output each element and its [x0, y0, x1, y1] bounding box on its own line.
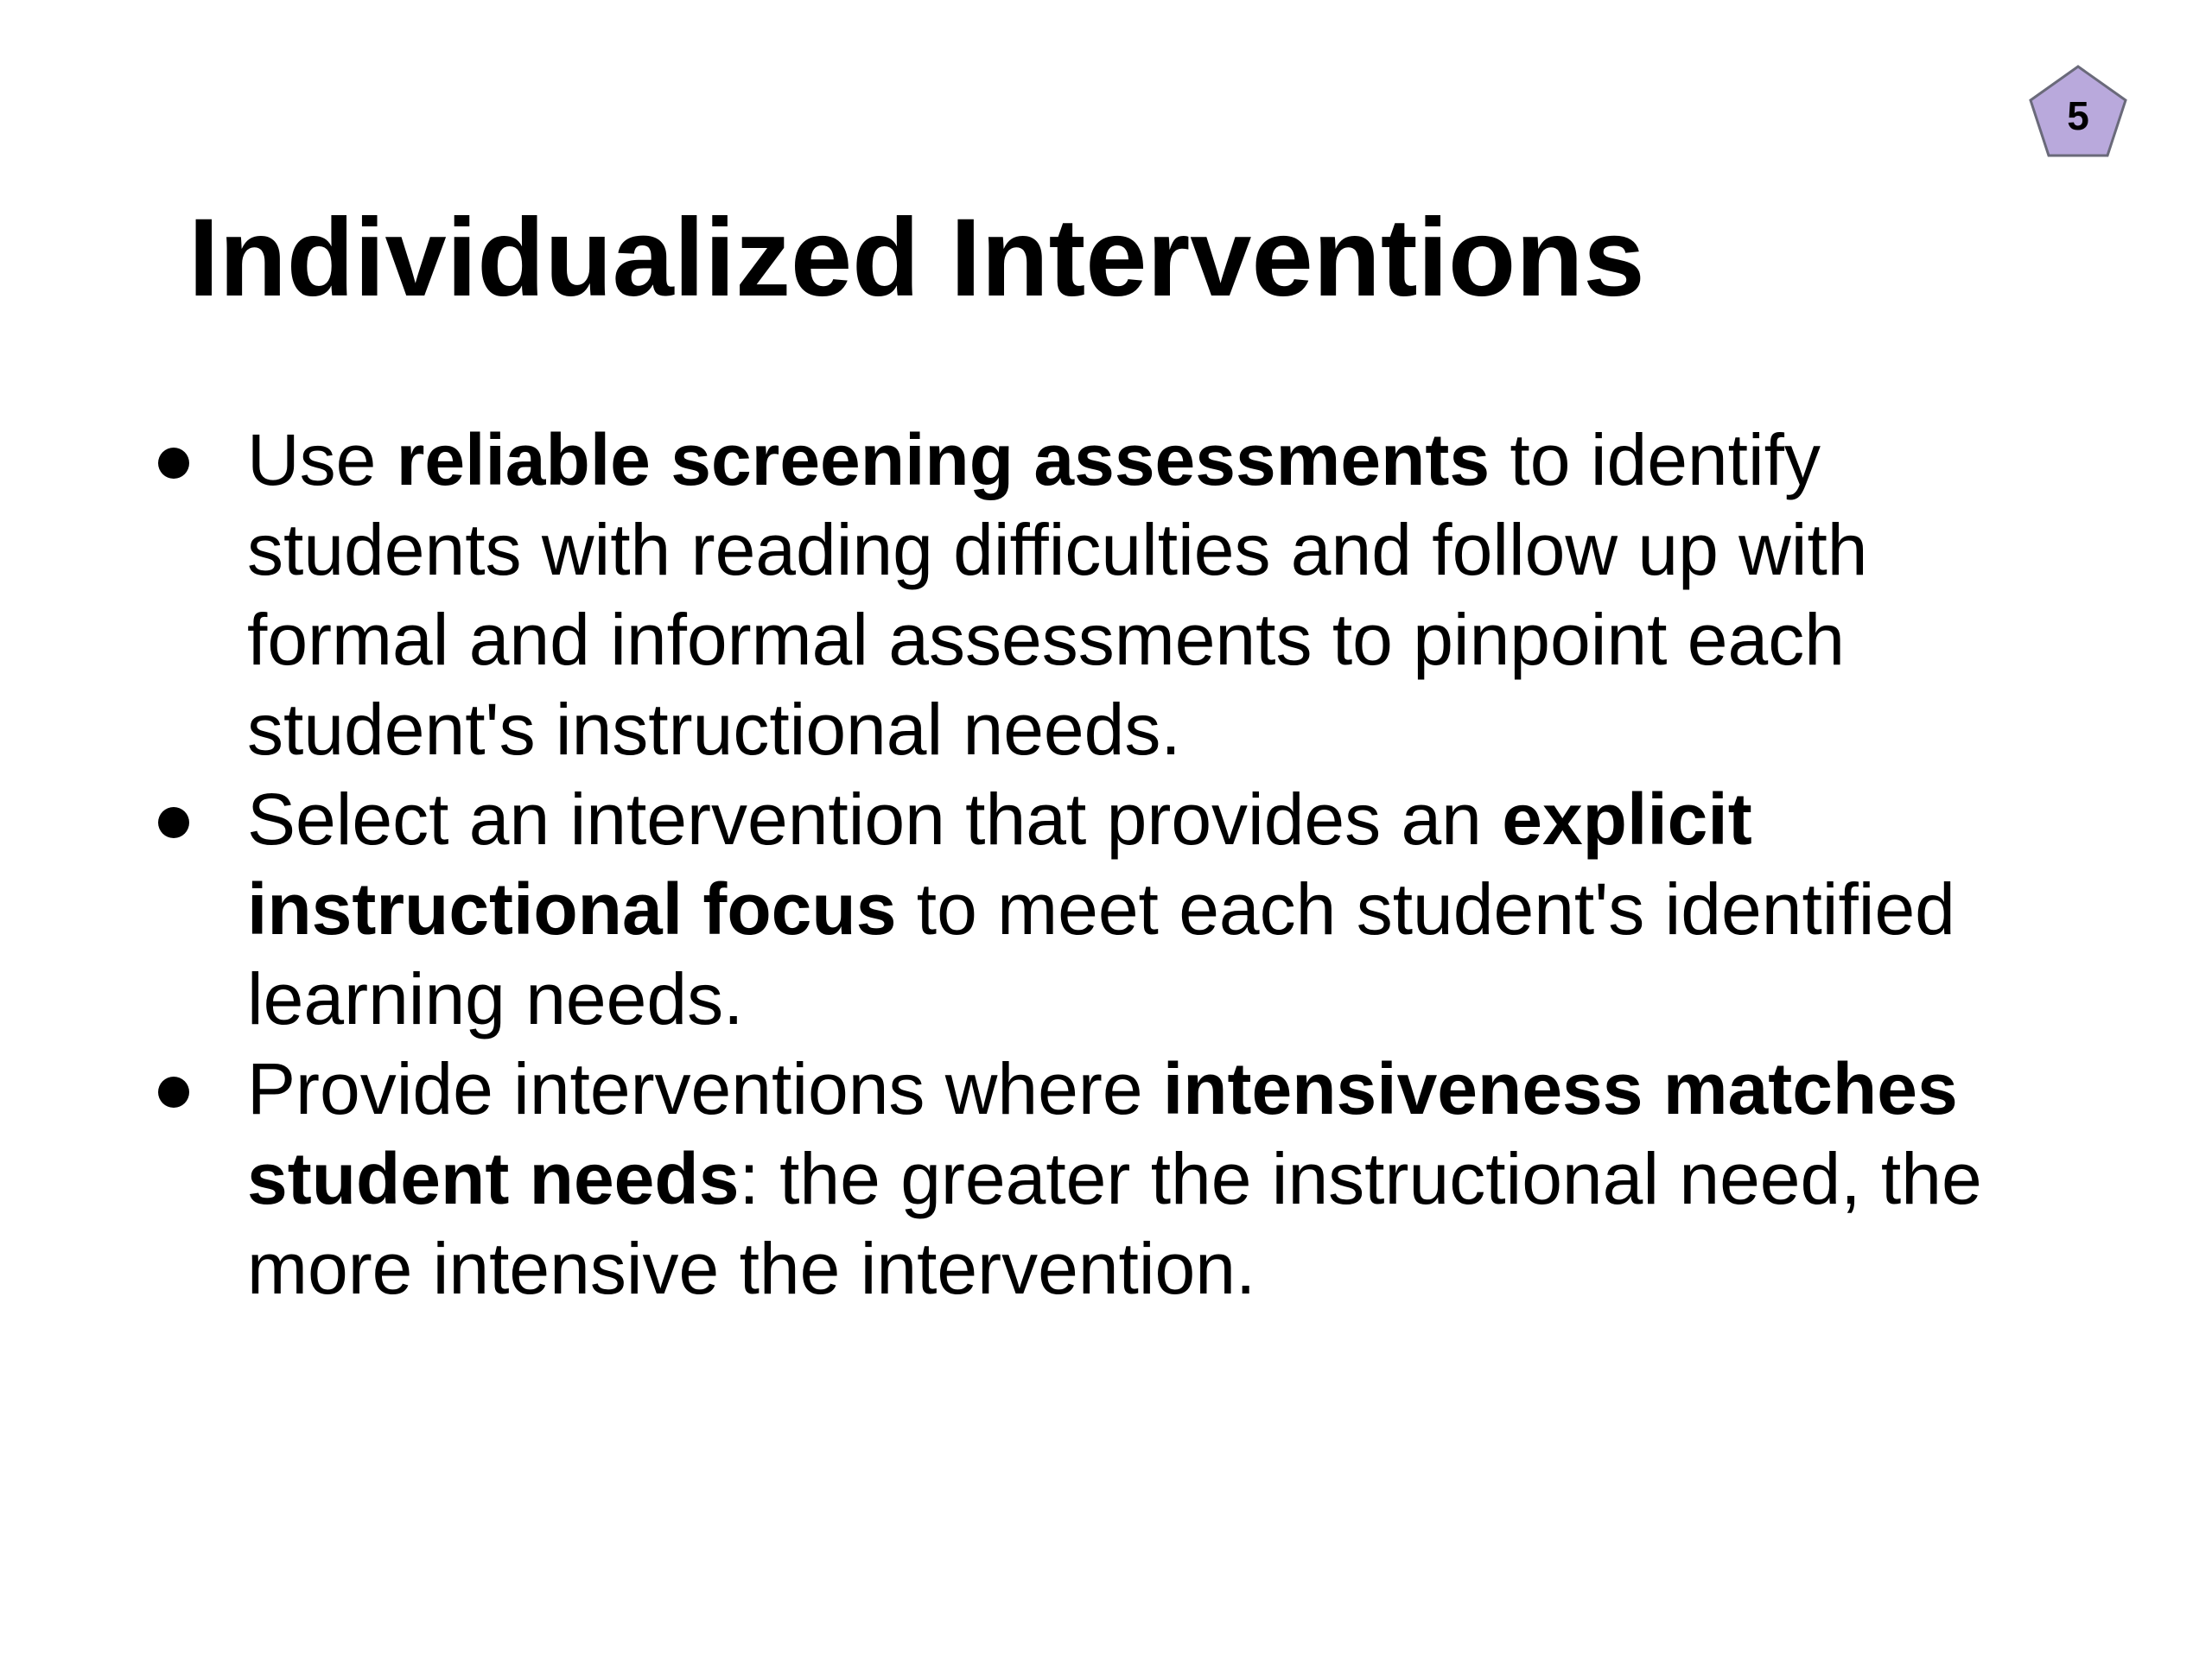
bullet-item-explicit-focus: [0, 774, 2113, 1044]
bullet-line: [247, 774, 2113, 864]
text-run-bold: explicit: [1502, 779, 1752, 860]
bullet-item-screening: [0, 415, 2113, 774]
bullet-list: [0, 415, 2212, 1313]
bullet-line: [247, 594, 2113, 684]
text-run: Provide interventions where: [247, 1048, 1163, 1129]
bullet-dot-icon: [158, 448, 189, 479]
text-run: Use: [247, 419, 397, 500]
text-run: formal and informal assessments to pinpoint each: [247, 599, 1845, 680]
text-run-bold: intensiveness matches: [1162, 1048, 1958, 1129]
text-run: learning needs.: [247, 958, 744, 1039]
bullet-dot-icon: [158, 1077, 189, 1108]
bullet-line: [247, 684, 2113, 774]
text-run: to identify: [1490, 419, 1821, 500]
slide-title: Individualized Interventions: [188, 196, 1645, 320]
bullet-dot-icon: [158, 807, 189, 838]
text-run-bold: instructional focus: [247, 868, 897, 950]
bullet-line: [247, 1134, 2113, 1224]
bullet-line: [247, 1044, 2113, 1134]
text-run: Select an intervention that provides an: [247, 779, 1503, 860]
text-run: : the greater the instructional need, the: [739, 1138, 1982, 1219]
bullet-item-intensiveness: [0, 1044, 2113, 1313]
bullet-line: [247, 415, 2113, 505]
text-run: more intensive the intervention.: [247, 1228, 1256, 1309]
bullet-line: [247, 505, 2113, 594]
text-run: students with reading difficulties and follow up with: [247, 509, 1868, 590]
page-number-badge: [2028, 64, 2128, 159]
bullet-line: [247, 1224, 2113, 1313]
text-run: to meet each student's identified: [896, 868, 1955, 950]
bullet-line: [247, 954, 2113, 1044]
page-number: 5: [2067, 93, 2089, 138]
text-run-bold: reliable screening assessments: [396, 419, 1491, 500]
text-run-bold: student needs: [247, 1138, 740, 1219]
bullet-line: [247, 864, 2113, 954]
text-run: student's instructional needs.: [247, 689, 1181, 770]
